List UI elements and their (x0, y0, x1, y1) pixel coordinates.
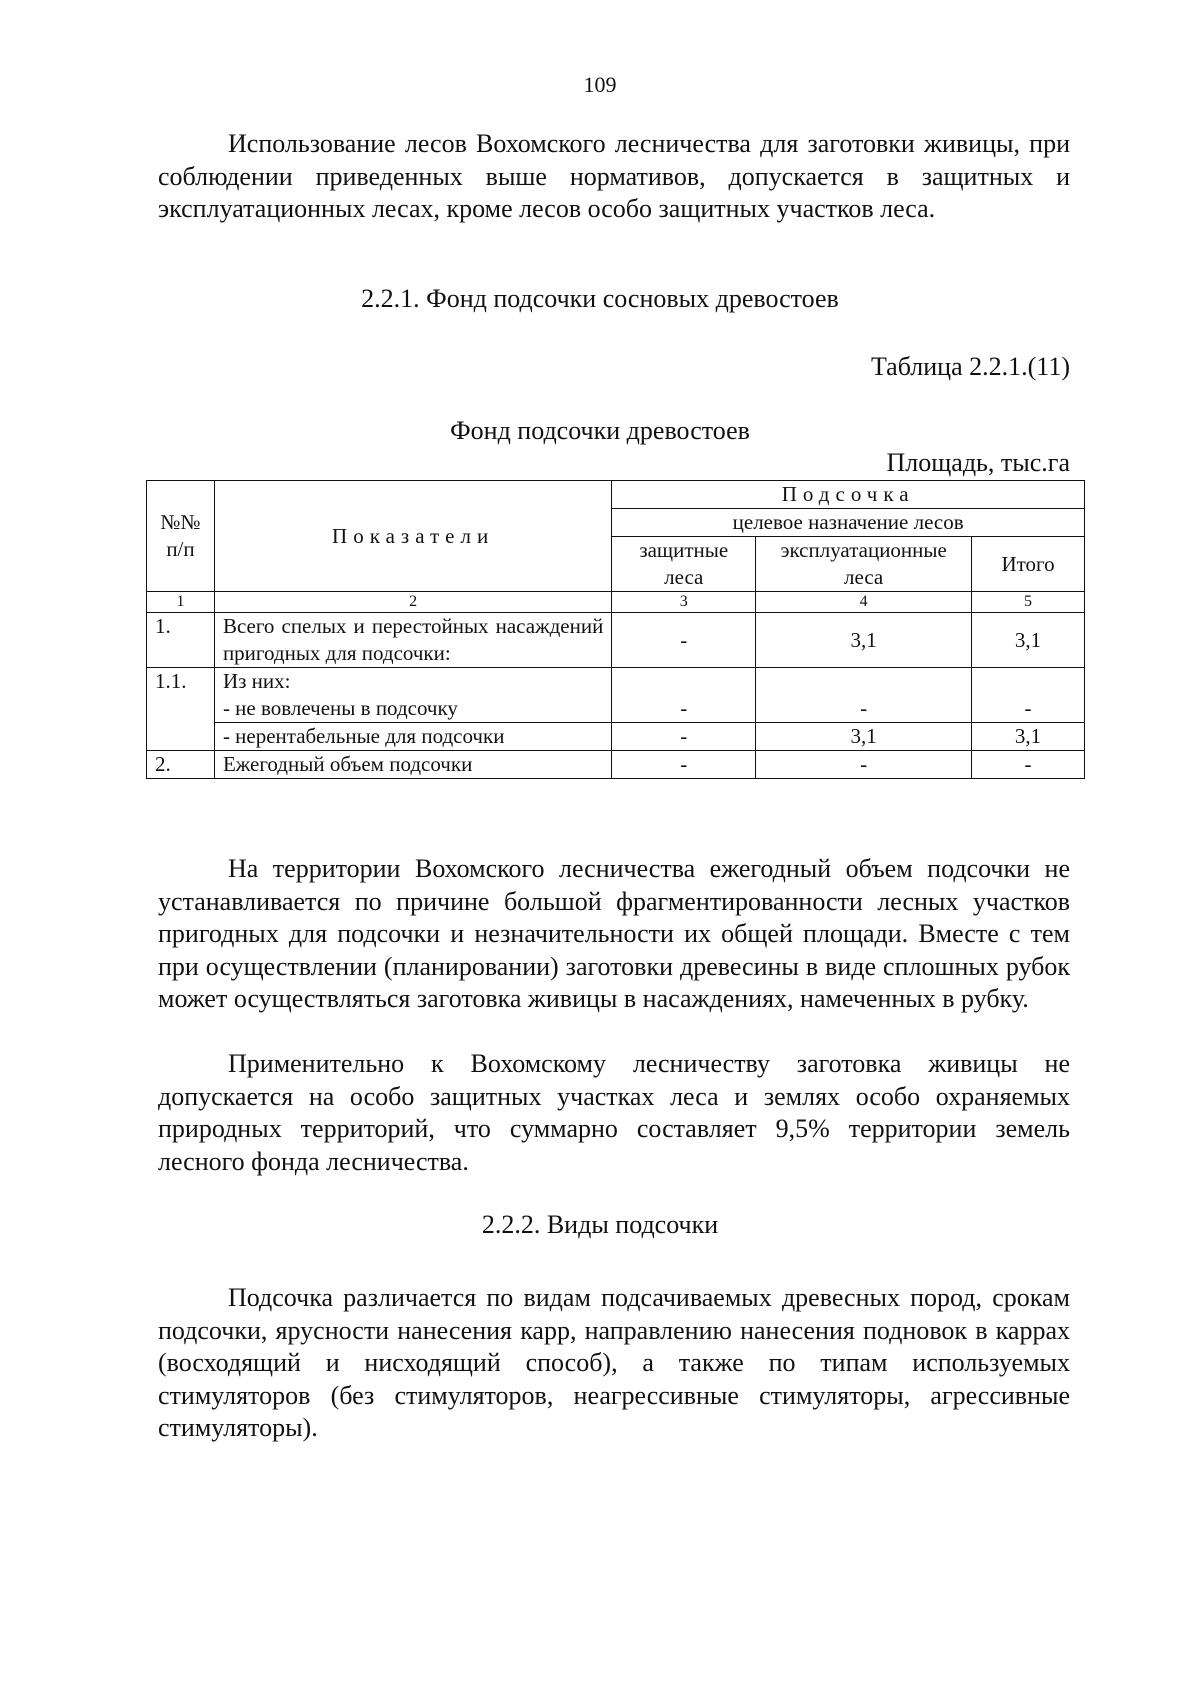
row-exploitation: - (756, 668, 972, 723)
intro-paragraph: Использование лесов Вохомского лесничества для заготовки живицы, при соблюдении приведенных выше нормативов, допускается в защитных и эксплуатационных лесах, кроме лесов особо защитных участков леса. (158, 129, 1070, 223)
paragraph-tapping-types: Подсочка различается по видам подсачиваемых древесных пород, срокам подсочки, ярусности нанесения карр, направлению нанесения подновок в каррах (восходящий и нисходящий способ), а также по типам используемых стимуляторов (без стимуляторов, неагрессивные стимуляторы, агрессивные стимуляторы). (158, 1283, 1070, 1442)
row-label: - нерентабельные для подсочки (214, 723, 611, 751)
paragraph-restrictions: Применительно к Вохомскому лесничеству заготовка живицы не допускается на особо защитных участках леса и землях особо охраняемых природных территорий, что суммарно составляет 9,5% территории земель лесного фонда лесничества. (158, 1049, 1070, 1176)
row-total: 3,1 (972, 723, 1085, 751)
tapping-fund-table (146, 480, 1085, 779)
row-label: Всего спелых и перестойных насаждений пригодных для подсочки: (214, 613, 611, 668)
row-protective: - (612, 613, 756, 668)
row-label: Ежегодный объем подсочки (214, 751, 611, 779)
header-total: Итого (972, 537, 1085, 592)
area-unit: Площадь, тыс.га (886, 448, 1070, 477)
row-exploitation: - (756, 751, 972, 779)
row-total: 3,1 (972, 613, 1085, 668)
row-total: - (972, 751, 1085, 779)
column-number: 1 (147, 592, 215, 613)
column-number-row (147, 592, 1085, 613)
row-exploitation: 3,1 (756, 613, 972, 668)
row-label: - не вовлечены в подсочку (214, 695, 611, 723)
row-num: 1.1. (147, 668, 215, 751)
header-exploitation: эксплуатационные леса (756, 537, 972, 592)
row-num: 2. (147, 751, 215, 779)
page-number: 109 (583, 72, 617, 97)
header-purpose: целевое назначение лесов (612, 509, 1085, 537)
column-number: 4 (756, 592, 972, 613)
row-num: 1. (147, 613, 215, 668)
header-indicators: Показатели (214, 481, 611, 592)
column-number: 3 (612, 592, 756, 613)
table-row (147, 751, 1085, 779)
table-row (147, 668, 1085, 696)
header-tapping: Подсочка (612, 481, 1085, 509)
table-label: Таблица 2.2.1.(11) (870, 352, 1070, 381)
column-number: 2 (214, 592, 611, 613)
row-protective: - (612, 668, 756, 723)
row-protective: - (612, 751, 756, 779)
header-protective: защитные леса (612, 537, 756, 592)
section-heading-fund: 2.2.1. Фонд подсочки сосновых древостоев (361, 284, 839, 313)
row-protective: - (612, 723, 756, 751)
section-heading-types: 2.2.2. Виды подсочки (481, 1210, 719, 1239)
row-exploitation: 3,1 (756, 723, 972, 751)
table-header-row (147, 481, 1085, 509)
table-row (147, 723, 1085, 751)
paragraph-annual-volume: На территории Вохомского лесничества ежегодный объем подсочки не устанавливается по причине большой фрагментированности лесных участков пригодных для подсочки и незначительности их общей площади. Вместе с тем при осуществлении (планировании) заготовки древесины в виде сплошных рубок может осуществляться заготовка живицы в насаждениях, намеченных в рубку. (158, 854, 1070, 1013)
table-row (147, 613, 1085, 668)
header-num: №№ п/п (147, 481, 215, 592)
column-number: 5 (972, 592, 1085, 613)
row-label: Из них: (214, 668, 611, 696)
row-total: - (972, 668, 1085, 723)
table-title: Фонд подсочки древостоев (450, 416, 750, 445)
